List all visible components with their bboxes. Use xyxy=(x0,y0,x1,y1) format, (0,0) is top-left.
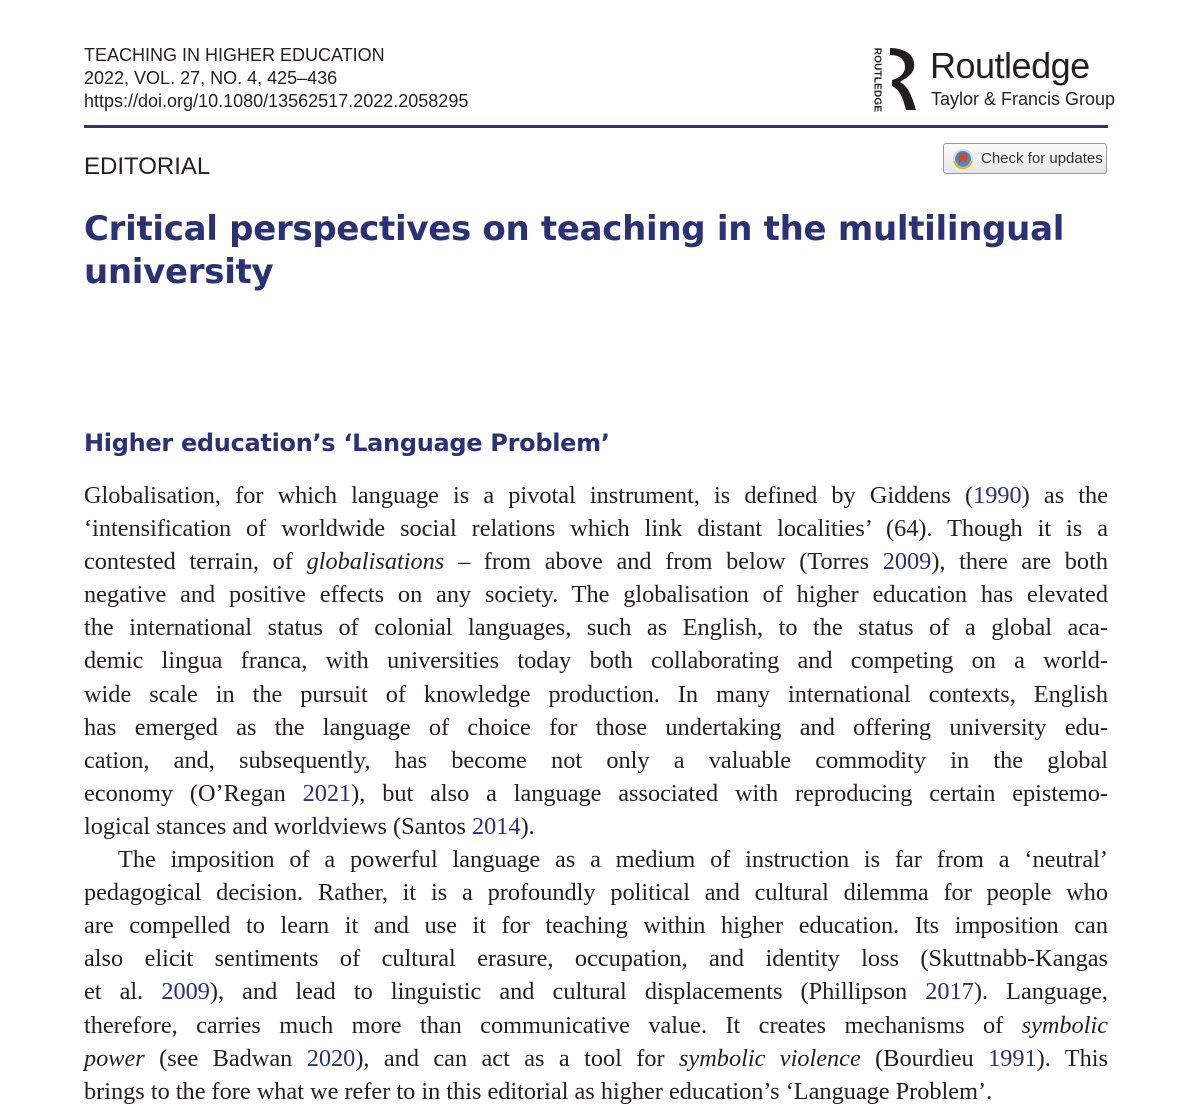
citation-link[interactable]: 2021 xyxy=(302,779,352,807)
citation-link[interactable]: 2017 xyxy=(925,978,974,1006)
text-line: et al. 2009), and lead to linguistic and cultural displacements (Phillipson 2017). Language, xyxy=(84,978,1108,1006)
body-text xyxy=(84,479,1108,1108)
text-line: Globalisation, for which language is a pivotal instrument, is defined by Giddens (1990) as the xyxy=(84,482,1108,509)
text-line: has emerged as the language of choice for those undertaking and offering university edu- xyxy=(84,713,1108,741)
text-line: economy (O’Regan 2021), but also a language associated with reproducing certain epistemo- xyxy=(84,779,1109,807)
text-line: negative and positive effects on any society. The globalisation of higher education has elevated xyxy=(84,581,1108,609)
text-line: pedagogical decision. Rather, it is a profoundly political and cultural dilemma for people who xyxy=(84,879,1108,907)
text-line: the international status of colonial languages, such as English, to the status of a global aca- xyxy=(84,614,1108,642)
paragraph-2 xyxy=(84,843,1108,1108)
citation-link[interactable]: 1991 xyxy=(988,1044,1037,1072)
text-line: contested terrain, of globalisations – from above and from below (Torres 2009), there are both xyxy=(84,548,1108,576)
header-rule xyxy=(84,125,1108,128)
journal-header xyxy=(84,44,468,113)
paragraph-1 xyxy=(84,479,1108,843)
article-type: EDITORIAL xyxy=(84,153,211,180)
publisher-group: Taylor & Francis Group xyxy=(931,89,1116,109)
text-line: power (see Badwan 2020), and can act as a tool for symbolic violence (Bourdieu 1991). This xyxy=(84,1044,1109,1072)
text-line: are compelled to learn it and use it for teaching within higher education. Its imposition can xyxy=(84,912,1108,940)
text-line: cation, and, subsequently, has become not only a valuable commodity in the global xyxy=(84,746,1108,774)
crossmark-icon xyxy=(952,148,974,170)
publisher-vertical-label: ROUTLEDGE xyxy=(871,47,883,113)
routledge-logo-icon xyxy=(888,46,918,112)
publisher-name: Routledge xyxy=(930,45,1090,86)
article-title: Critical perspectives on teaching in the multilingual university xyxy=(84,209,1065,292)
text-line: also elicit sentiments of cultural erasure, occupation, and identity loss (Skuttnabb-Kangas xyxy=(84,945,1108,973)
citation-link[interactable]: 1990 xyxy=(973,482,1022,509)
citation-link[interactable]: 2014 xyxy=(472,812,521,840)
journal-name: TEACHING IN HIGHER EDUCATION xyxy=(84,45,385,65)
text-line: brings to the fore what we refer to in this editorial as higher education’s ‘Language Problem’. xyxy=(84,1077,993,1105)
text-line: therefore, carries much more than communicative value. It creates mechanisms of symbolic xyxy=(84,1011,1108,1039)
citation-link[interactable]: 2009 xyxy=(161,978,210,1006)
text-line: logical stances and worldviews (Santos 2014). xyxy=(84,812,535,840)
check-for-updates-button[interactable] xyxy=(943,143,1107,174)
text-line: The imposition of a powerful language as a medium of instruction is far from a ‘neutral’ xyxy=(118,846,1108,874)
citation-link[interactable]: 2009 xyxy=(882,548,932,576)
volume-info: 2022, VOL. 27, NO. 4, 425–436 xyxy=(84,68,338,88)
citation-link[interactable]: 2020 xyxy=(306,1044,356,1072)
section-heading: Higher education’s ‘Language Problem’ xyxy=(84,429,610,457)
check-for-updates-label: Check for updates xyxy=(981,150,1103,167)
text-line: demic lingua franca, with universities today both collaborating and competing on a world- xyxy=(84,647,1108,675)
text-line: ‘intensification of worldwide social relations which link distant localities’ (64). Though it is a xyxy=(84,515,1108,543)
publisher-logo-block xyxy=(870,44,1116,114)
doi-link[interactable]: https://doi.org/10.1080/13562517.2022.2058295 xyxy=(84,91,469,111)
text-line: wide scale in the pursuit of knowledge production. In many international contexts, English xyxy=(84,680,1108,708)
